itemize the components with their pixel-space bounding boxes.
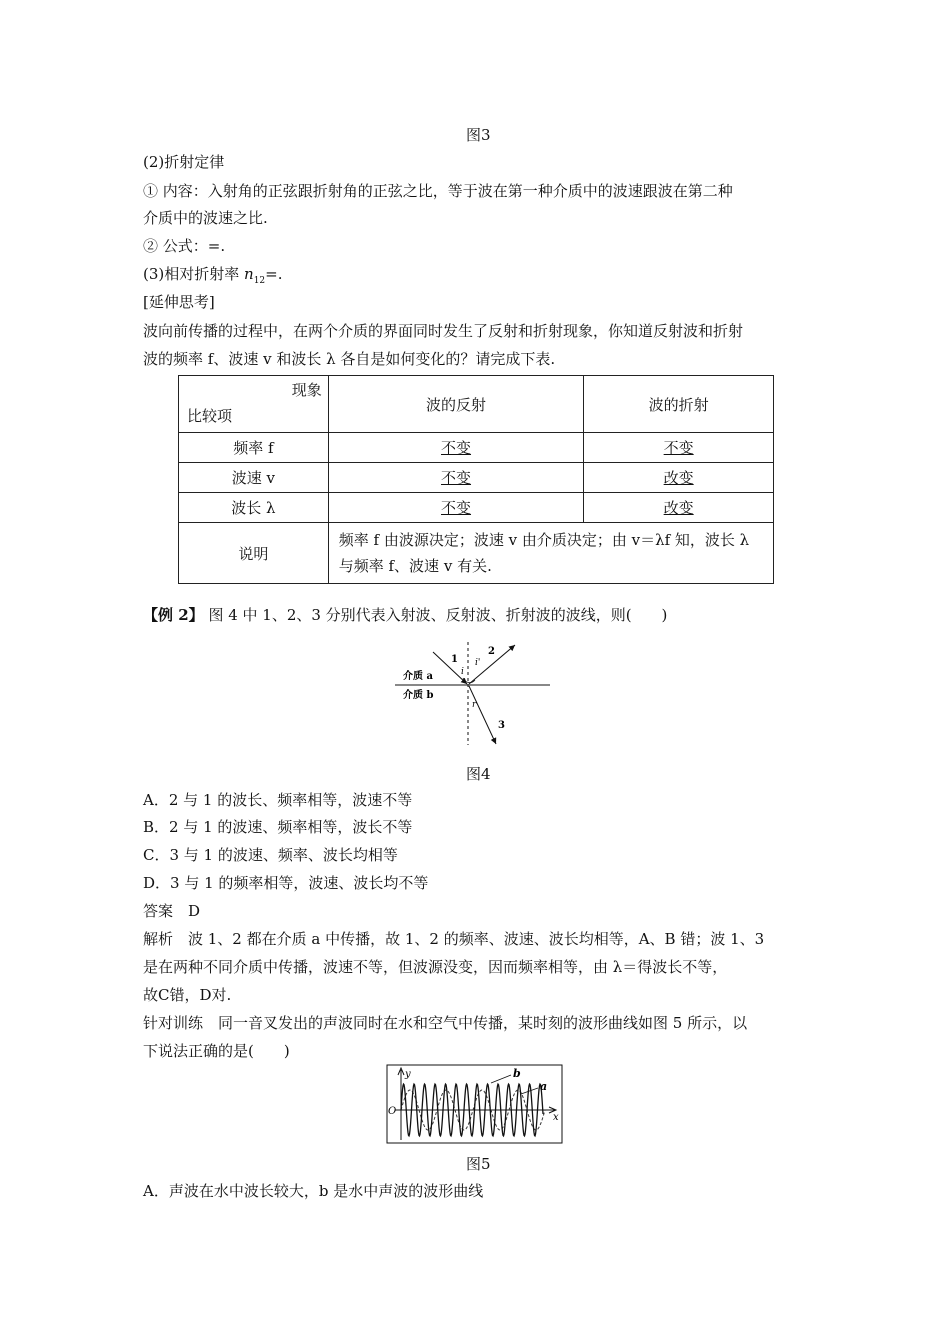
table-row — [179, 433, 774, 463]
extension-heading: [延伸思考] — [143, 293, 215, 311]
ray-2-label: 2 — [488, 646, 495, 657]
option-b: B．2 与 1 的波速、频率相等，波长不等 — [143, 818, 413, 836]
relative-index-sub: 12 — [253, 276, 266, 286]
cell-reflection: 不变 — [441, 499, 472, 517]
cell-reflection: 不变 — [441, 439, 472, 457]
ray-3-label: 3 — [498, 720, 505, 731]
ray-1-label: 1 — [451, 654, 458, 665]
refraction-law-content-1: ① 内容：入射角的正弦跟折射角的正弦之比，等于波在第一种介质中的波速跟波在第二种 — [143, 182, 733, 200]
note-text: 频率 f 由波源决定；波速 v 由介质决定；由 v＝λf 知，波长 λ 与频率 f、波速 v 有关. — [328, 523, 773, 584]
extension-line-1: 波向前传播的过程中，在两个介质的界面同时发生了反射和折射现象，你知道反射波和折射 — [143, 322, 744, 340]
note-label: 说明 — [179, 523, 329, 584]
option-a: A．2 与 1 的波长、频率相等，波速不等 — [143, 791, 413, 809]
option-d: D．3 与 1 的频率相等，波速、波长均不等 — [143, 874, 429, 892]
corner-top-label: 现象 — [291, 380, 322, 399]
row-label: 波长 λ — [179, 493, 329, 523]
header-reflection: 波的反射 — [328, 376, 584, 433]
training-option-a: A．声波在水中波长较大，b 是水中声波的波形曲线 — [143, 1182, 484, 1200]
curve-b-label: b — [513, 1067, 521, 1080]
comparison-table — [178, 375, 774, 584]
example2-question-line — [143, 604, 667, 626]
relative-index-prefix: (3)相对折射率 — [143, 265, 245, 283]
cell-refraction: 不变 — [663, 439, 694, 457]
extension-line-2: 波的频率 f、波速 v 和波长 λ 各自是如何变化的？请完成下表. — [143, 350, 556, 368]
cell-reflection: 不变 — [441, 469, 472, 487]
relative-index-suffix: =. — [265, 265, 283, 283]
angle-i-label: i — [461, 667, 464, 677]
curve-a-label: a — [540, 1080, 548, 1093]
row-label: 波速 v — [179, 463, 329, 493]
medium-b-label: 介质 b — [403, 690, 434, 701]
training-line-1: 针对训练 同一音叉发出的声波同时在水和空气中传播，某时刻的波形曲线如图 5 所示，以 — [143, 1014, 748, 1032]
header-refraction: 波的折射 — [584, 376, 774, 433]
cell-refraction: 改变 — [663, 469, 694, 487]
figure-4-refraction-diagram — [395, 640, 555, 752]
label-b-pointer — [491, 1075, 511, 1083]
analysis-line-3: 故C错，D对. — [143, 986, 232, 1004]
refraction-law-content-2: 介质中的波速之比. — [143, 209, 268, 227]
example2-tag: 【例 2】 — [143, 606, 204, 624]
corner-bottom-label: 比较项 — [187, 406, 233, 425]
refraction-law-heading: (2)折射定律 — [143, 153, 225, 171]
origin-label: O — [388, 1106, 397, 1117]
x-axis-label: x — [553, 1112, 559, 1123]
analysis-line-1: 解析 波 1、2 都在介质 a 中传播，故 1、2 的频率、波速、波长均相等，A、B 错；波 1、3 — [143, 930, 765, 948]
medium-a-label: 介质 a — [403, 671, 433, 682]
table-row — [179, 493, 774, 523]
cell-refraction: 改变 — [663, 499, 694, 517]
training-line-2: 下说法正确的是( ) — [143, 1042, 290, 1060]
table-corner-cell — [179, 376, 329, 433]
answer: 答案 D — [143, 902, 201, 920]
fig4-caption: 图4 — [466, 765, 491, 783]
refraction-law-formula: ② 公式：=. — [143, 237, 226, 255]
relative-index-symbol: n — [244, 265, 254, 283]
analysis-line-2: 是在两种不同介质中传播，波速不等，但波源没变，因而频率相等，由 λ＝得波长不等， — [143, 958, 728, 976]
option-c: C．3 与 1 的波速、频率、波长均相等 — [143, 846, 398, 864]
table-row — [179, 523, 774, 584]
fig5-caption: 图5 — [466, 1155, 491, 1173]
angle-i-prime-label: i' — [475, 658, 481, 668]
fig3-caption: 图3 — [466, 126, 491, 144]
figure-5-waveform-graph — [385, 1062, 570, 1147]
table-row — [179, 463, 774, 493]
label-a-pointer — [521, 1088, 538, 1094]
example2-question: 图 4 中 1、2、3 分别代表入射波、反射波、折射波的波线，则( ) — [203, 606, 668, 624]
relative-refractive-index — [143, 263, 283, 292]
refracted-ray — [469, 686, 496, 744]
angle-r-label: r — [472, 700, 477, 710]
y-axis-label: y — [405, 1069, 411, 1080]
row-label: 频率 f — [179, 433, 329, 463]
